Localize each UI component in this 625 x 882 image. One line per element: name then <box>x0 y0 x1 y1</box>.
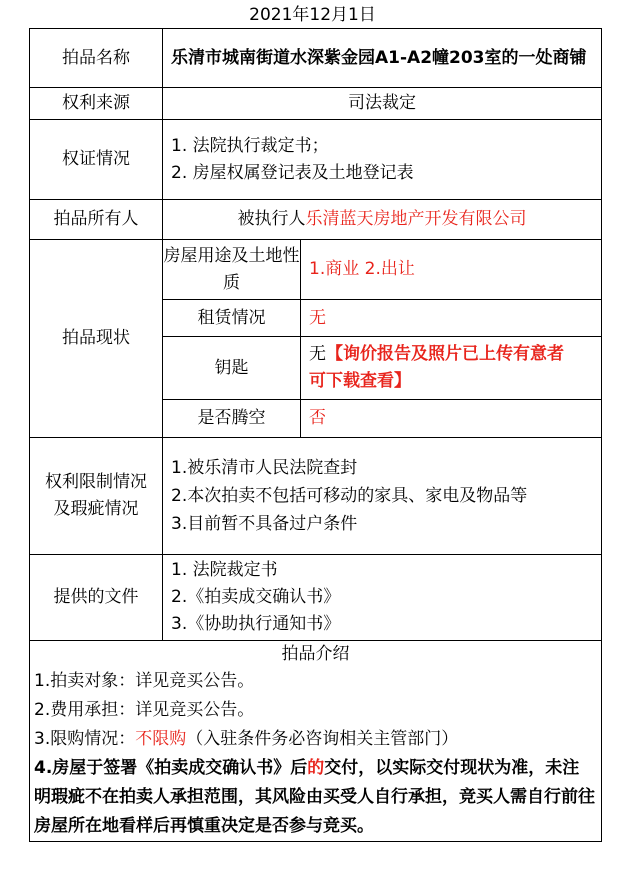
row-certificate <box>30 120 602 200</box>
row-restrictions <box>30 438 602 555</box>
certificate-item: 2. 房屋权属登记表及土地登记表 <box>171 162 414 183</box>
owner-value <box>163 200 602 240</box>
row-item-name <box>30 29 602 88</box>
lease-value: 无 <box>301 300 602 337</box>
certificate-label: 权证情况 <box>30 120 163 200</box>
intro-title: 拍品介绍 <box>281 644 350 664</box>
right-source-label: 权利来源 <box>30 88 163 120</box>
certificate-list <box>163 120 602 200</box>
restriction-item: 1.被乐清市人民法院查封 <box>171 458 358 478</box>
key-label: 钥匙 <box>163 337 301 400</box>
purchase-limit-note: （入驻条件务必咨询相关主管部门） <box>186 729 459 749</box>
purchase-limit-value: 不限购 <box>135 729 187 749</box>
item-name-value: 乐清市城南街道水深紫金园A1-A2幢203室的一处商铺 <box>163 29 602 88</box>
auction-info-table <box>29 28 602 842</box>
document-item: 2.《拍卖成交确认书》 <box>171 587 341 607</box>
intro-line-purchase-limit <box>30 725 601 754</box>
intro-line-delivery <box>30 754 601 841</box>
owner-company: 乐清蓝天房地产开发有限公司 <box>305 209 527 229</box>
intro-line: 1.拍卖对象：详见竞买公告。 <box>34 671 255 691</box>
right-source-value: 司法裁定 <box>163 88 602 120</box>
key-note: 【询价报告及照片已上传有意者可下载查看】 <box>309 344 564 391</box>
purchase-limit-prefix: 3.限购情况： <box>34 729 136 749</box>
restriction-item: 3.目前暂不具备过户条件 <box>171 514 358 534</box>
row-intro <box>30 641 602 842</box>
restriction-item: 2.本次拍卖不包括可移动的家具、家电及物品等 <box>171 486 528 506</box>
document-item: 1. 法院裁定书 <box>171 560 278 580</box>
row-owner <box>30 200 602 240</box>
row-documents <box>30 555 602 641</box>
item-name-label: 拍品名称 <box>30 29 163 88</box>
key-value <box>301 337 602 400</box>
delivery-text-red: 的 <box>307 758 325 778</box>
key-value-text: 无 <box>309 344 326 364</box>
row-right-source <box>30 88 602 120</box>
delivery-text-b: 交付，以实际交付现状为准，未注明瑕疵不在拍卖人承担范围，其风险由买受人自行承担，竞买人需自行前往房屋所在地看样后再慎重决定是否参与竞买。 <box>34 758 595 836</box>
document-item: 3.《协助执行通知书》 <box>171 614 341 634</box>
vacate-label: 是否腾空 <box>163 400 301 438</box>
usage-label: 房屋用途及土地性质 <box>163 240 301 300</box>
usage-value: 1.商业 2.出让 <box>301 240 602 300</box>
intro-section <box>30 641 602 842</box>
delivery-text-a: 4.房屋于签署《拍卖成交确认书》后 <box>34 758 308 778</box>
row-status-usage <box>30 240 602 300</box>
status-label: 拍品现状 <box>30 240 163 438</box>
owner-prefix: 被执行人 <box>237 209 306 229</box>
certificate-item: 1. 法院执行裁定书； <box>171 135 329 156</box>
restrictions-label: 权利限制情况及瑕疵情况 <box>30 438 163 555</box>
restrictions-list <box>163 438 602 555</box>
intro-line: 2.费用承担：详见竞买公告。 <box>34 700 255 720</box>
documents-list <box>163 555 602 641</box>
documents-label: 提供的文件 <box>30 555 163 641</box>
document-date: 2021年12月1日 <box>249 5 376 25</box>
vacate-value: 否 <box>301 400 602 438</box>
lease-label: 租赁情况 <box>163 300 301 337</box>
owner-label: 拍品所有人 <box>30 200 163 240</box>
